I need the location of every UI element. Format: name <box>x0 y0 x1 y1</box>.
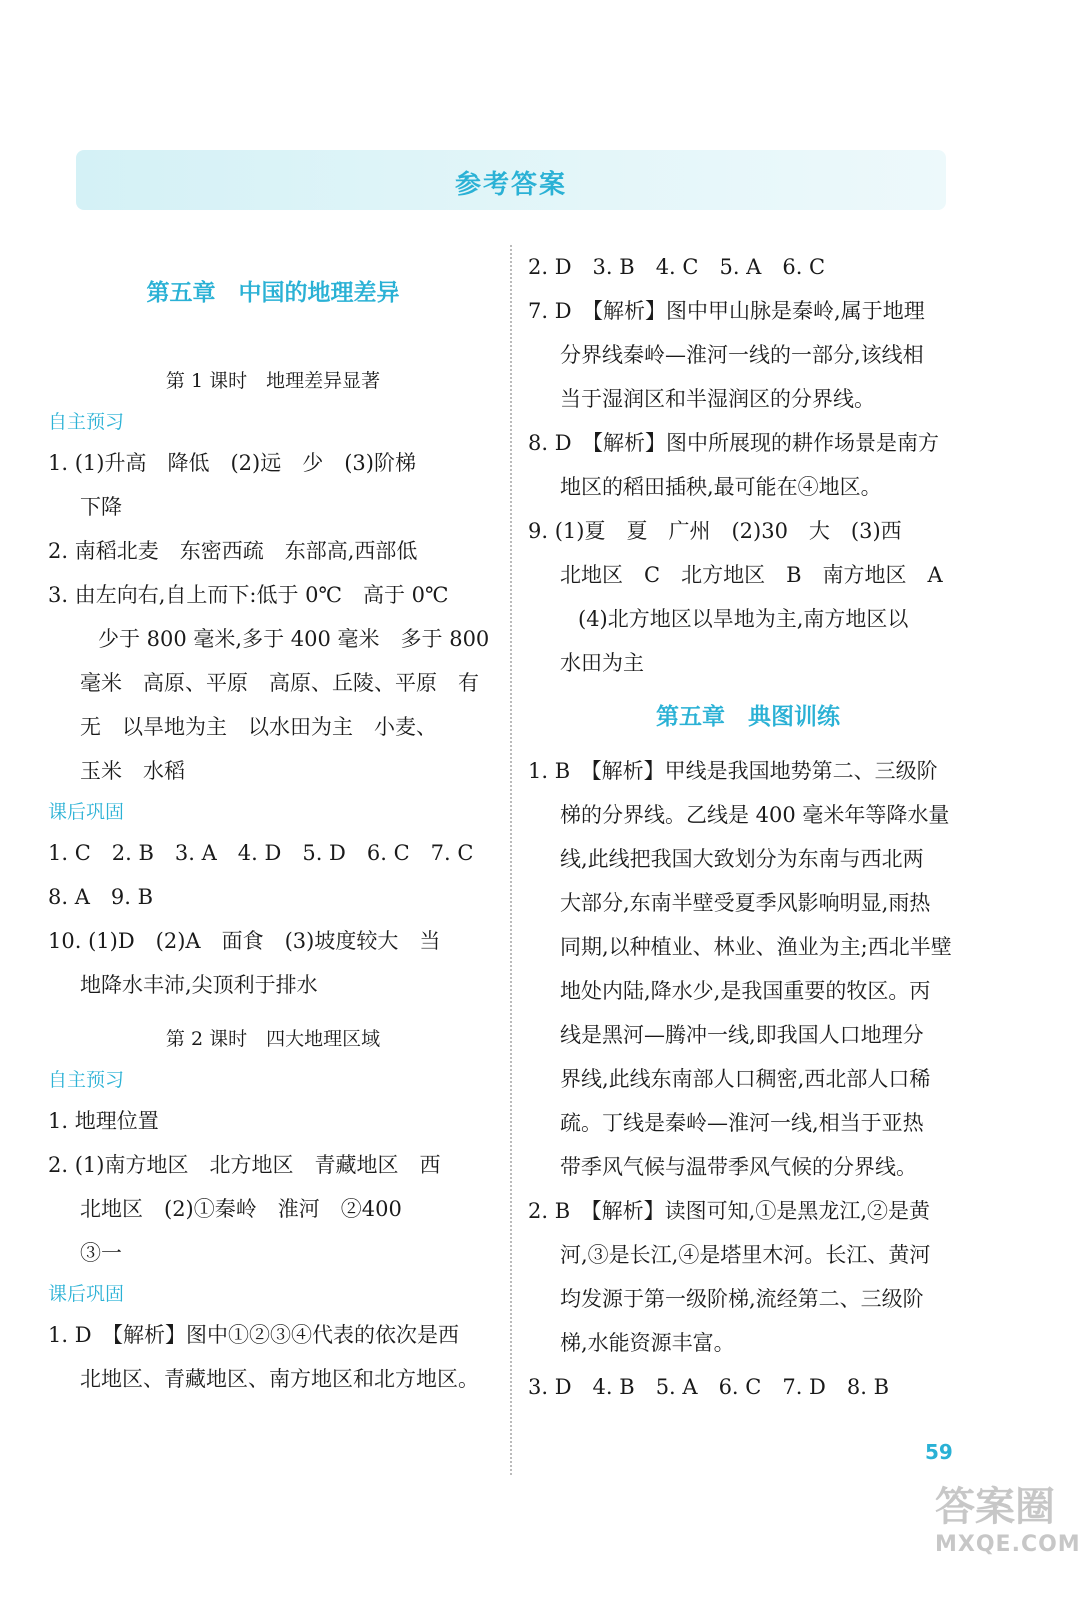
answer-line: 北地区 C 北方地区 B 南方地区 A <box>560 563 943 587</box>
answer-line: 界线,此线东南部人口稠密,西北部人口稀 <box>560 1067 931 1091</box>
lesson-1-title: 第 1 课时 地理差异显著 <box>165 370 381 392</box>
chapter-title: 第五章 典图训练 <box>656 704 840 730</box>
answer-line: 线是黑河—腾冲一线,即我国人口地理分 <box>560 1023 924 1047</box>
answer-line: 8. D 【解析】图中所展现的耕作场景是南方 <box>528 431 940 455</box>
answer-line: 10. (1)D (2)A 面食 (3)坡度较大 当 <box>48 929 441 953</box>
answer-line: 2. (1)南方地区 北方地区 青藏地区 西 <box>48 1153 441 1177</box>
answer-line: 河,③是长江,④是塔里木河。长江、黄河 <box>560 1243 931 1267</box>
answer-line: 1. B 【解析】甲线是我国地势第二、三级阶 <box>528 759 938 783</box>
watermark-text: 答案圈 <box>935 1484 1055 1530</box>
answer-line: 2. B 【解析】读图可知,①是黑龙江,②是黄 <box>528 1199 930 1223</box>
answer-line: 线,此线把我国大致划分为东南与西北两 <box>560 847 924 871</box>
column-divider <box>510 245 512 1475</box>
answer-line: 带季风气候与温带季风气候的分界线。 <box>560 1155 917 1179</box>
answer-line: 1. (1)升高 降低 (2)远 少 (3)阶梯 <box>48 451 416 475</box>
answer-line: 大部分,东南半壁受夏季风影响明显,雨热 <box>560 891 931 915</box>
answer-line: 8. A 9. B <box>48 885 154 909</box>
answer-line: 1. 地理位置 <box>48 1109 159 1133</box>
answer-line: 2. 南稻北麦 东密西疏 东部高,西部低 <box>48 539 418 563</box>
answer-line: 毫米 高原、平原 高原、丘陵、平原 有 <box>80 671 479 695</box>
answer-line: 7. D 【解析】图中甲山脉是秦岭,属于地理 <box>528 299 925 323</box>
answer-line: 2. D 3. B 4. C 5. A 6. C <box>528 255 826 279</box>
left-column <box>48 245 498 1401</box>
answer-line: 均发源于第一级阶梯,流经第二、三级阶 <box>560 1287 924 1311</box>
answer-line: 1. C 2. B 3. A 4. D 5. D 6. C 7. C <box>48 841 474 865</box>
answer-line: 地降水丰沛,尖顶利于排水 <box>80 973 318 997</box>
right-column <box>528 245 968 1409</box>
answer-line: 水田为主 <box>560 651 644 675</box>
answer-line: 无 以旱地为主 以水田为主 小麦、 <box>80 715 437 739</box>
answer-line: 梯,水能资源丰富。 <box>560 1331 735 1355</box>
answer-line: 地处内陆,降水少,是我国重要的牧区。丙 <box>560 979 931 1003</box>
lesson-2-title: 第 2 课时 四大地理区域 <box>165 1028 381 1050</box>
answer-line: 北地区 (2)①秦岭 淮河 ②400 <box>80 1197 402 1221</box>
answer-line: 少于 800 毫米,多于 400 毫米 多于 800 <box>98 627 490 651</box>
answer-line: ③一 <box>80 1241 122 1265</box>
page-number: 59 <box>925 1440 953 1464</box>
watermark-logo <box>935 1475 1081 1585</box>
answer-line: 当于湿润区和半湿润区的分界线。 <box>560 387 875 411</box>
watermark-url: MXQE.COM <box>935 1532 1081 1557</box>
section-heading-preview: 自主预习 <box>48 1069 125 1091</box>
page-title: 参考答案 <box>454 170 567 200</box>
section-heading-review: 课后巩固 <box>48 1283 125 1305</box>
answer-line: 3. D 4. B 5. A 6. C 7. D 8. B <box>528 1375 890 1399</box>
answer-line: 地区的稻田插秧,最可能在④地区。 <box>560 475 882 499</box>
answer-line: (4)北方地区以旱地为主,南方地区以 <box>578 607 909 631</box>
answer-line: 分界线秦岭—淮河一线的一部分,该线相 <box>560 343 924 367</box>
title-banner <box>76 150 946 210</box>
section-heading-preview: 自主预习 <box>48 411 125 433</box>
answer-line: 梯的分界线。乙线是 400 毫米年等降水量 <box>560 803 950 827</box>
answer-line: 同期,以种植业、林业、渔业为主;西北半壁 <box>560 935 952 959</box>
answer-line: 9. (1)夏 夏 广州 (2)30 大 (3)西 <box>528 519 902 543</box>
answer-line: 玉米 水稻 <box>80 759 185 783</box>
answer-line: 3. 由左向右,自上而下:低于 0℃ 高于 0℃ <box>48 583 449 607</box>
answer-line: 疏。丁线是秦岭—淮河一线,相当于亚热 <box>560 1111 924 1135</box>
section-heading-review: 课后巩固 <box>48 801 125 823</box>
answer-line: 1. D 【解析】图中①②③④代表的依次是西 <box>48 1323 460 1347</box>
chapter-title: 第五章 中国的地理差异 <box>146 280 400 306</box>
answer-line: 北地区、青藏地区、南方地区和北方地区。 <box>80 1367 479 1391</box>
answer-line: 下降 <box>80 495 122 519</box>
